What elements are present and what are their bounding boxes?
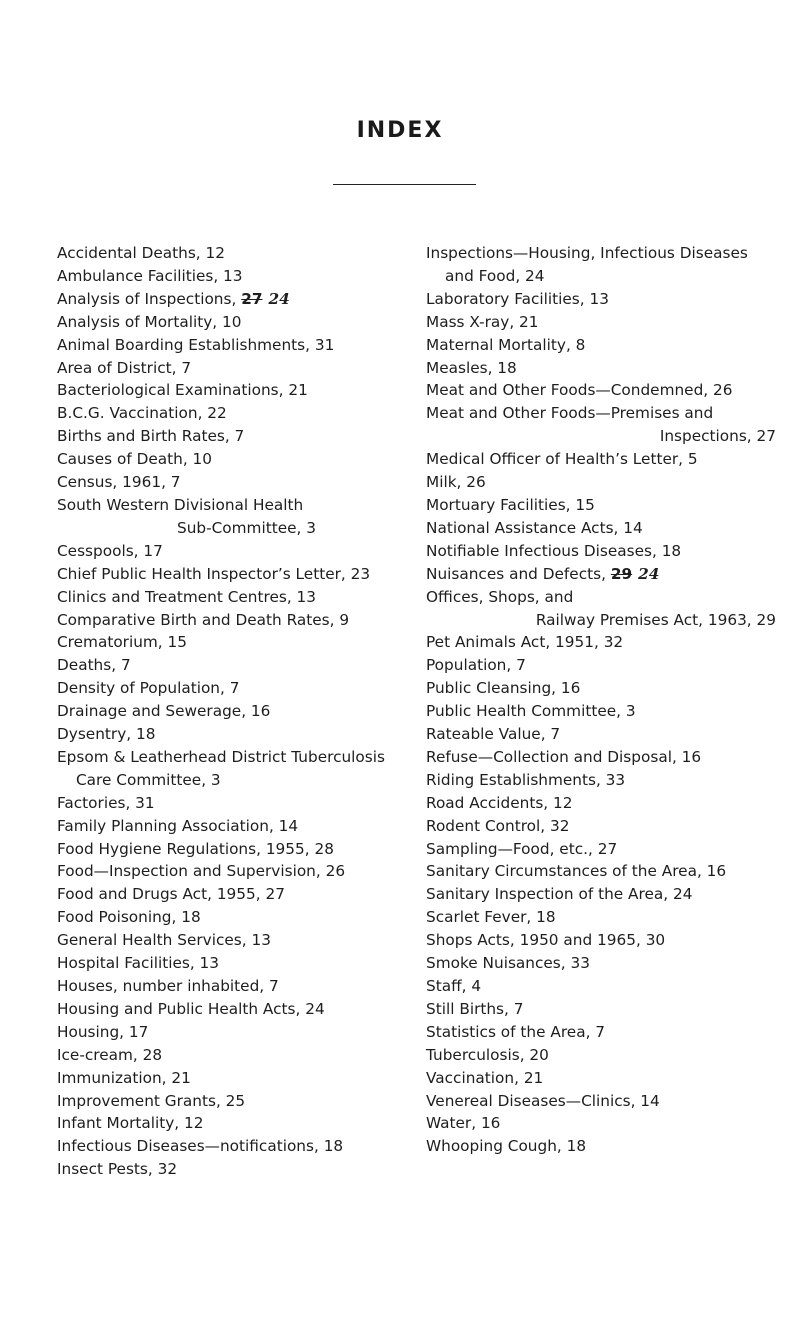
entry-text: Inspections—Housing, Infectious Diseases	[426, 244, 748, 262]
index-entry: Hospital Facilities, 13	[57, 954, 220, 973]
index-entry: Rodent Control, 32	[426, 816, 570, 835]
index-entry: Scarlet Fever, 18	[426, 908, 556, 927]
index-entry-corrected	[57, 288, 402, 311]
index-entry: Infectious Diseases—notifications, 18	[57, 1137, 344, 1156]
index-entry: Housing and Public Health Acts, 24	[57, 999, 325, 1018]
index-entry: Births and Birth Rates, 7	[57, 427, 245, 446]
index-entry: Riding Establishments, 33	[426, 770, 626, 789]
struck-page-number: 29	[610, 564, 633, 583]
entry-text: Epsom & Leatherhead District Tuberculosis	[57, 747, 385, 766]
index-entry: Refuse—Collection and Disposal, 16	[426, 747, 702, 766]
handwritten-page-number: 24	[268, 289, 290, 308]
index-entry: Mortuary Facilities, 15	[426, 495, 595, 514]
entry-continuation: and Food, 24	[445, 266, 545, 285]
index-entry: Food and Drugs Act, 1955, 27	[57, 885, 285, 904]
index-entry: Food Poisoning, 18	[57, 908, 201, 927]
index-entry: Public Health Committee, 3	[426, 702, 636, 721]
index-entry: Causes of Death, 10	[57, 450, 213, 469]
index-entry: National Assistance Acts, 14	[426, 518, 643, 537]
index-entry: Road Accidents, 12	[426, 793, 573, 812]
index-entry-multiline	[426, 242, 776, 288]
entry-text: Analysis of Inspections,	[57, 289, 237, 308]
entry-text: Meat and Other Foods—Premises and	[426, 404, 714, 423]
index-entry: Accidental Deaths, 12	[57, 244, 225, 262]
entry-continuation: Railway Premises Act, 1963, 29	[535, 610, 776, 629]
title-rule	[333, 184, 476, 185]
entry-continuation: Care Committee, 3	[76, 770, 221, 789]
entry-continuation: Sub-Committee, 3	[176, 518, 316, 537]
entry-text: South Western Divisional Health	[57, 495, 304, 514]
index-column-left	[57, 242, 402, 1181]
index-entry: Insect Pests, 32	[57, 1160, 178, 1179]
index-entry: Factories, 31	[57, 793, 155, 812]
index-entry: Clinics and Treatment Centres, 13	[57, 587, 317, 606]
index-entry: Immunization, 21	[57, 1068, 191, 1087]
index-column-right	[426, 242, 776, 1158]
index-entry: Sanitary Circumstances of the Area, 16	[426, 862, 727, 881]
index-entry-multiline	[426, 586, 776, 632]
index-entry: Ice-cream, 28	[57, 1045, 163, 1064]
index-entry: Sampling—Food, etc., 27	[426, 839, 618, 858]
entry-text: Nuisances and Defects,	[426, 564, 606, 583]
index-entry: Population, 7	[426, 656, 526, 675]
index-entry: Crematorium, 15	[57, 633, 188, 652]
index-entry: Pet Animals Act, 1951, 32	[426, 633, 624, 652]
index-entry: Laboratory Facilities, 13	[426, 289, 609, 308]
index-entry: Rateable Value, 7	[426, 725, 561, 744]
index-entry: Mass X-ray, 21	[426, 312, 539, 331]
index-entry: Family Planning Association, 14	[57, 816, 299, 835]
index-entry: Bacteriological Examinations, 21	[57, 381, 308, 400]
index-entry: Medical Officer of Health’s Letter, 5	[426, 450, 698, 469]
index-entry: Ambulance Facilities, 13	[57, 266, 243, 285]
index-entry: Drainage and Sewerage, 16	[57, 702, 271, 721]
index-entry: Still Births, 7	[426, 999, 524, 1018]
index-entry: Meat and Other Foods—Condemned, 26	[426, 381, 733, 400]
index-entry: Water, 16	[426, 1114, 501, 1133]
entry-continuation: Inspections, 27	[659, 427, 776, 446]
index-entry: Houses, number inhabited, 7	[57, 977, 279, 995]
index-entry: Staff, 4	[426, 977, 482, 995]
index-entry: Maternal Mortality, 8	[426, 335, 586, 354]
index-entry: Comparative Birth and Death Rates, 9	[57, 610, 350, 629]
handwritten-page-number: 24	[638, 564, 660, 583]
index-entry: Animal Boarding Establishments, 31	[57, 335, 335, 354]
index-entry: Venereal Diseases—Clinics, 14	[426, 1091, 660, 1110]
index-entry: Housing, 17	[57, 1022, 149, 1041]
entry-text: Offices, Shops, and	[426, 587, 574, 606]
index-entry: Smoke Nuisances, 33	[426, 954, 590, 973]
index-entry-corrected	[426, 563, 776, 586]
index-entry: Statistics of the Area, 7	[426, 1022, 606, 1041]
index-entry-multiline	[57, 494, 316, 540]
index-entry: Cesspools, 17	[57, 541, 163, 560]
page-title: INDEX	[356, 118, 444, 143]
index-entry: Dysentry, 18	[57, 725, 156, 744]
struck-page-number: 27	[241, 289, 263, 308]
index-entry: Improvement Grants, 25	[57, 1091, 246, 1110]
index-entry: Measles, 18	[426, 358, 517, 377]
index-entry: Shops Acts, 1950 and 1965, 30	[426, 931, 666, 950]
index-entry: Sanitary Inspection of the Area, 24	[426, 885, 693, 904]
index-entry: B.C.G. Vaccination, 22	[57, 404, 227, 423]
index-entry: Chief Public Health Inspector’s Letter, 23	[57, 564, 371, 583]
index-entry: Density of Population, 7	[57, 679, 240, 698]
index-entry: General Health Services, 13	[57, 931, 271, 950]
index-entry: Whooping Cough, 18	[426, 1137, 587, 1156]
index-entry-multiline	[57, 746, 402, 792]
index-entry: Census, 1961, 7	[57, 473, 181, 492]
index-entry: Food Hygiene Regulations, 1955, 28	[57, 839, 334, 858]
index-entry: Notifiable Infectious Diseases, 18	[426, 541, 682, 560]
index-entry: Vaccination, 21	[426, 1068, 544, 1087]
index-entry: Analysis of Mortality, 10	[57, 312, 242, 331]
index-entry: Area of District, 7	[57, 358, 192, 377]
index-entry: Milk, 26	[426, 473, 486, 492]
index-entry: Deaths, 7	[57, 656, 131, 675]
index-entry: Infant Mortality, 12	[57, 1114, 204, 1133]
index-entry: Food—Inspection and Supervision, 26	[57, 862, 346, 881]
index-entry-multiline	[426, 402, 776, 448]
index-entry: Public Cleansing, 16	[426, 679, 581, 698]
index-entry: Tuberculosis, 20	[426, 1045, 549, 1064]
